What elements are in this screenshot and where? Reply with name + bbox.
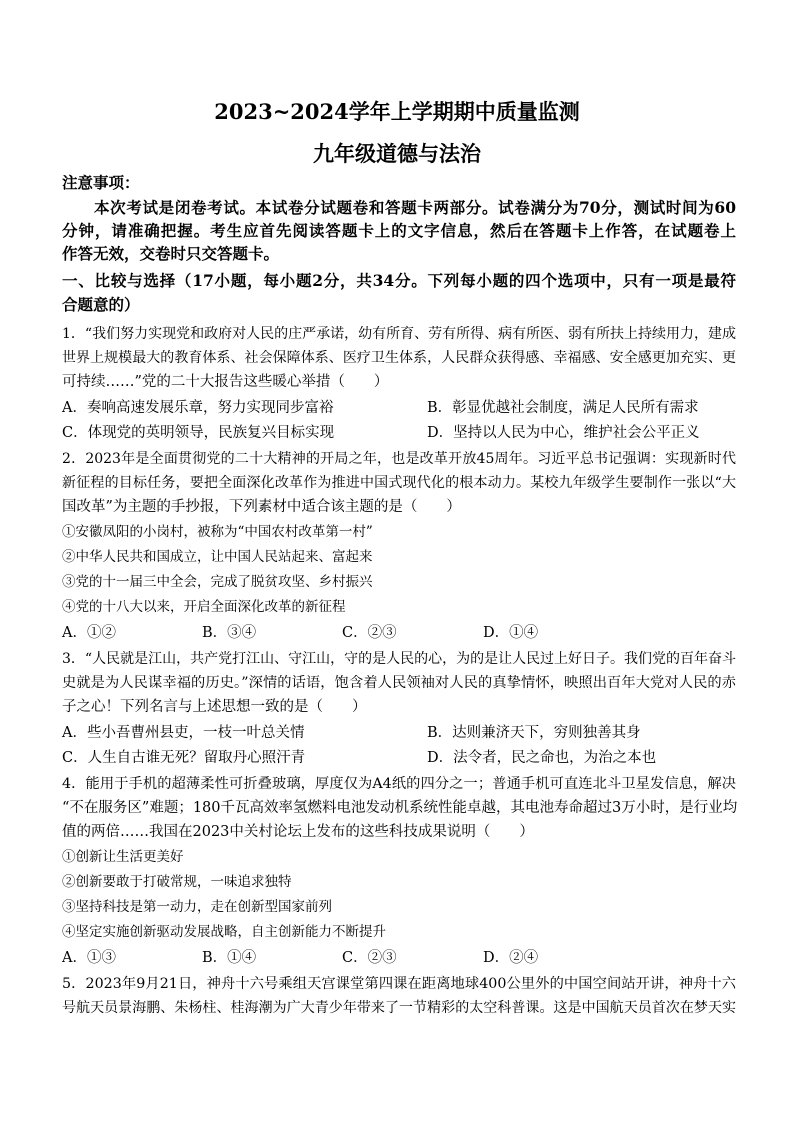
statement-item: ①创新让生活更美好	[62, 849, 184, 865]
question-text: 新征程的目标任务，要把全面深化改革作为推进中国式现代化的根本动力。某校九年级学生要制作一张以“大	[62, 475, 736, 491]
question-text: 史就是为人民谋幸福的历史。”深情的话语，饱含着人民领袖对人民的真挚情怀，映照出百年大党对人民的赤	[62, 675, 736, 691]
question-text: 1．“我们努力实现党和政府对人民的庄严承诺，幼有所育、劳有所得、病有所医、弱有所扶上持续用力，建成	[62, 326, 737, 342]
question-text: 可持续……”党的二十大报告这些暖心举措（ ）	[62, 374, 389, 390]
section-heading: 合题意的）	[62, 295, 140, 314]
question-text: 4．能用于手机的超薄柔性可折叠玻璃，厚度仅为A4纸的四分之一；普通手机可直连北斗卫星发信息，解决	[62, 776, 736, 792]
question-text: 号航天员景海鹏、朱杨柱、桂海潮为广大青少年带来了一节精彩的太空科普课。这是中国航天员首次在梦天实	[62, 1000, 736, 1016]
option-d: D．①④	[483, 625, 539, 641]
statement-item: ②中华人民共和国成立，让中国人民站起来、富起来	[62, 549, 373, 565]
option-b: B．彰显优越社会制度，满足人民所有需求	[427, 400, 699, 416]
option-d: D．②④	[483, 950, 539, 966]
exam-subtitle: 九年级道德与法治	[313, 141, 481, 166]
exam-title: 2023~2024学年上学期期中质量监测	[214, 99, 580, 124]
section-heading: 一、比较与选择（17小题，每小题2分，共34分。下列每小题的四个选项中，只有一项是最符	[62, 271, 736, 290]
option-c: C．②③	[342, 625, 397, 641]
option-b: B．③④	[202, 625, 257, 641]
question-text: 2．2023年是全面贯彻党的二十大精神的开局之年，也是改革开放45周年。习近平总书记强调：实现新时代	[62, 451, 736, 467]
notice-line: 作答无效，交卷时只交答题卡。	[62, 244, 280, 263]
statement-item: ④党的十八大以来，开启全面深化改革的新征程	[62, 599, 346, 615]
statement-item: ③坚持科技是第一动力，走在创新型国家前列	[62, 899, 332, 915]
question-text: 子之心！下列名言与上述思想一致的是（ ）	[62, 699, 367, 715]
option-a: A．①②	[62, 625, 116, 641]
option-a: A．些小吾曹州县吏，一枝一叶总关情	[62, 725, 305, 741]
option-b: B．①④	[202, 950, 257, 966]
question-text: 3．“人民就是江山，共产党打江山、守江山，守的是人民的心，为的是让人民过上好日子。我们党的百年奋斗	[62, 651, 737, 667]
question-text: 5．2023年9月21日，神舟十六号乘组天宫课堂第四课在距离地球400公里外的中国空间站开讲，神舟十六	[62, 976, 736, 992]
statement-item: ②创新要敢于打破常规，一味追求独特	[62, 874, 292, 890]
option-a: A．奏响高速发展乐章，努力实现同步富裕	[62, 400, 334, 416]
option-d: D．坚持以人民为中心，维护社会公平正义	[427, 425, 700, 441]
notice-line: 本次考试是闭卷考试。本试卷分试题卷和答题卡两部分。试卷满分为70分，测试时间为60	[94, 198, 736, 217]
question-text: 国改革”为主题的手抄报，下列素材中适合该主题的是（ ）	[62, 499, 461, 515]
option-c: C．②③	[342, 950, 397, 966]
statement-item: ①安徽凤阳的小岗村，被称为“中国农村改革第一村”	[62, 524, 373, 540]
question-text: “不在服务区”难题；180千瓦高效率氢燃料电池发动机系统性能卓越，其电池寿命超过3万小时，是行业均	[62, 800, 738, 816]
notice-label: 注意事项：	[62, 173, 140, 192]
option-d: D．法令者，民之命也，为治之本也	[427, 750, 657, 766]
option-b: B．达则兼济天下，穷则独善其身	[427, 725, 641, 741]
question-text: 世界上规模最大的教育体系、社会保障体系、医疗卫生体系，人民群众获得感、幸福感、安全感更加充实、更	[62, 350, 736, 366]
notice-line: 分钟，请准确把握。考生应首先阅读答题卡上的文字信息，然后在答题卡上作答，在试题卷上	[62, 221, 736, 240]
option-a: A．①③	[62, 950, 116, 966]
option-c: C．体现党的英明领导，民族复兴目标实现	[62, 425, 335, 441]
statement-item: ④坚定实施创新驱动发展战略，自主创新能力不断提升	[62, 924, 386, 940]
statement-item: ③党的十一届三中全会，完成了脱贫攻坚、乡村振兴	[62, 574, 373, 590]
question-text: 值的两倍……我国在2023中关村论坛上发布的这些科技成果说明（ ）	[62, 824, 534, 840]
option-c: C．人生自古谁无死？留取丹心照汗青	[62, 750, 306, 766]
